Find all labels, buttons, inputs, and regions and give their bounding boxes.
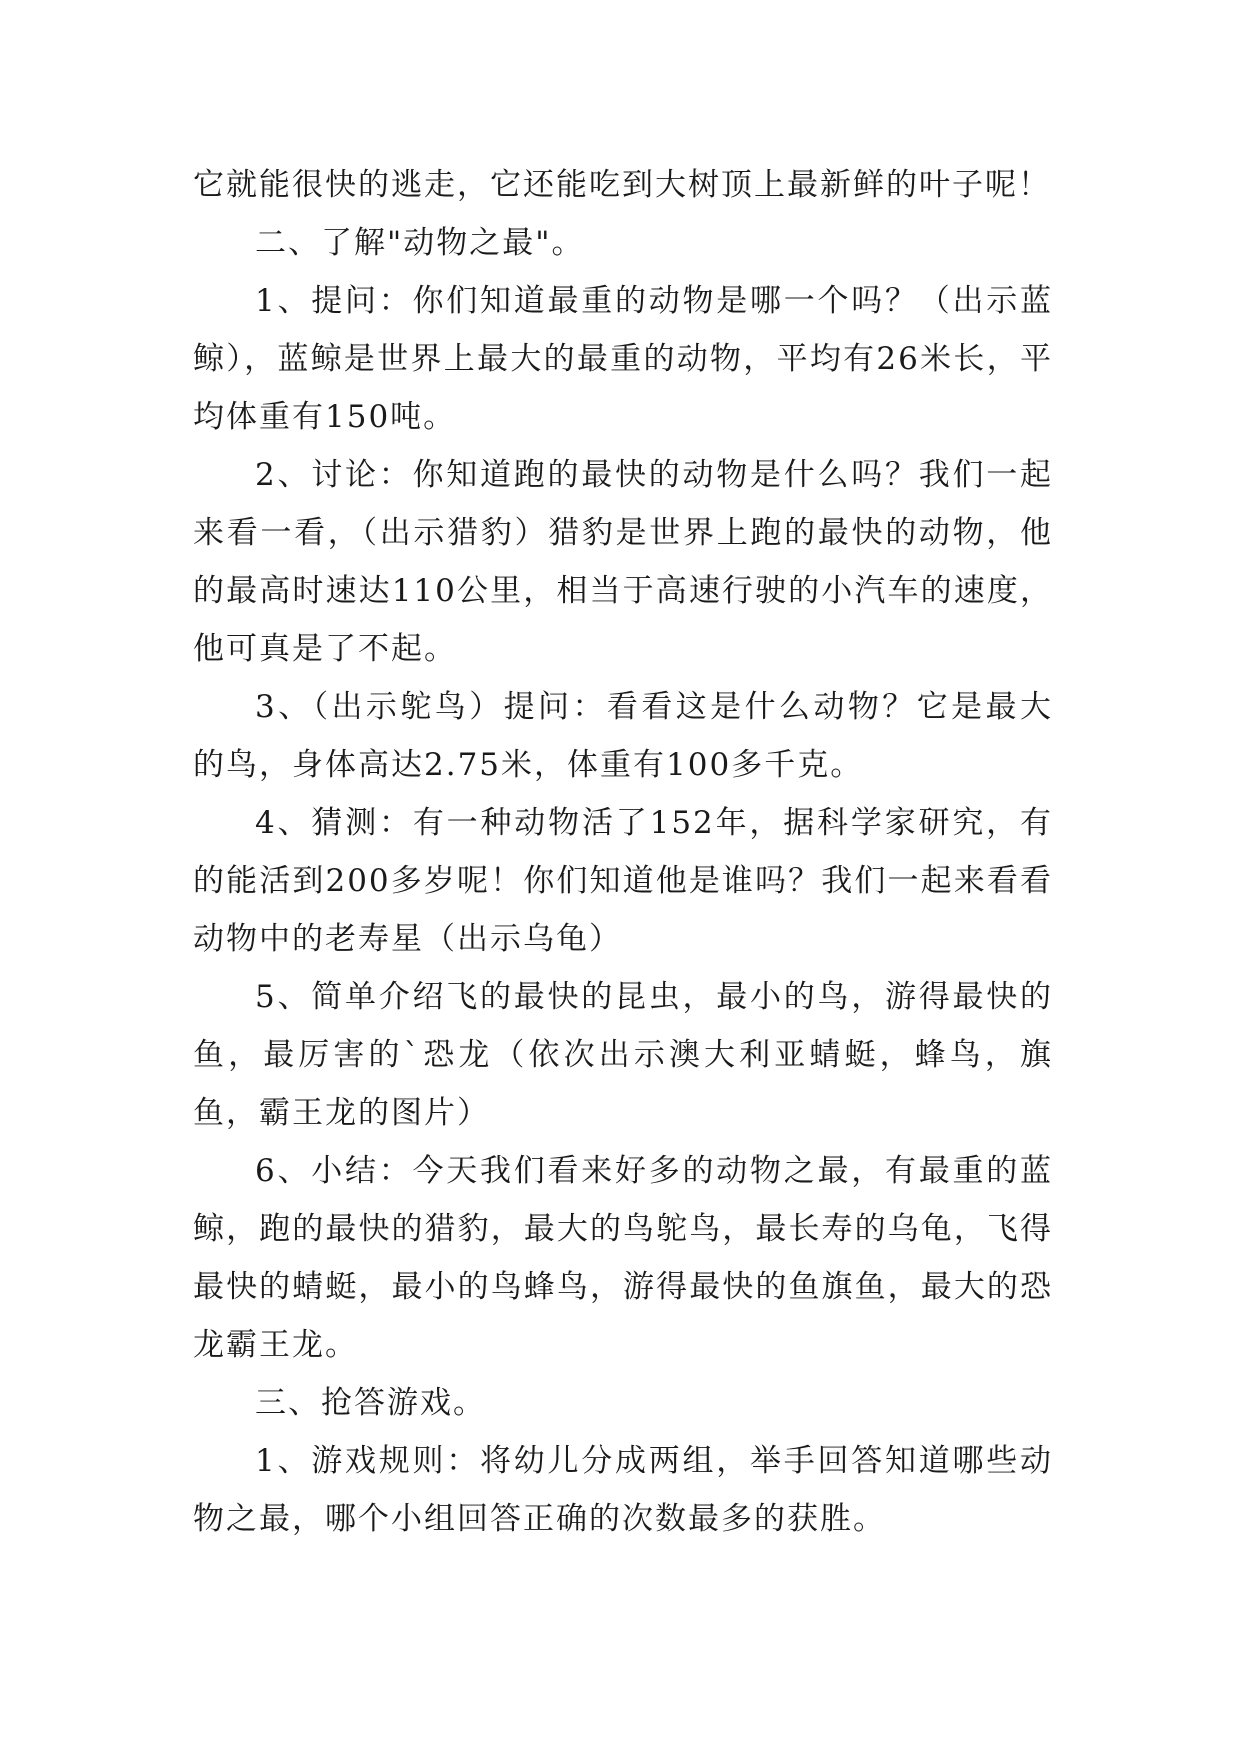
paragraph-summary: 6、小结：今天我们看来好多的动物之最，有最重的蓝鲸，跑的最快的猎豹，最大的鸟鸵鸟，最长寿的乌龟，飞得最快的蜻蜓，最小的鸟蜂鸟，游得最快的鱼旗鱼，最大的恐龙霸王龙。 (193, 1153, 1053, 1363)
paragraph-blue-whale: 1、提问：你们知道最重的动物是哪一个吗？（出示蓝鲸），蓝鲸是世界上最大的最重的动物，平均有26米长，平均体重有150吨。 (193, 283, 1053, 435)
paragraph-tortoise: 4、猜测：有一种动物活了152年，据科学家研究，有的能活到200多岁呢！你们知道他是谁吗？我们一起来看看动物中的老寿星（出示乌龟） (193, 805, 1053, 957)
paragraph-ostrich: 3、（出示鸵鸟）提问：看看这是什么动物？它是最大的鸟，身体高达2.75米，体重有100多千克。 (193, 689, 1053, 783)
section-heading-3: 三、抢答游戏。 (255, 1385, 486, 1421)
paragraph-game-rules: 1、游戏规则：将幼儿分成两组，举手回答知道哪些动物之最，哪个小组回答正确的次数最多的获胜。 (193, 1443, 1053, 1537)
paragraph-introduction: 5、简单介绍飞的最快的昆虫，最小的鸟，游得最快的鱼，最厉害的`恐龙（依次出示澳大利亚蜻蜓，蜂鸟，旗鱼，霸王龙的图片） (193, 979, 1053, 1131)
document-body (193, 156, 1053, 1548)
section-heading-2: 二、了解"动物之最"。 (255, 225, 585, 261)
paragraph-continued: 它就能很快的逃走，它还能吃到大树顶上最新鲜的叶子呢！ (193, 167, 1051, 203)
paragraph-cheetah: 2、讨论：你知道跑的最快的动物是什么吗？我们一起来看一看，（出示猎豹）猎豹是世界上跑的最快的动物，他的最高时速达110公里，相当于高速行驶的小汽车的速度，他可真是了不起。 (193, 457, 1053, 667)
